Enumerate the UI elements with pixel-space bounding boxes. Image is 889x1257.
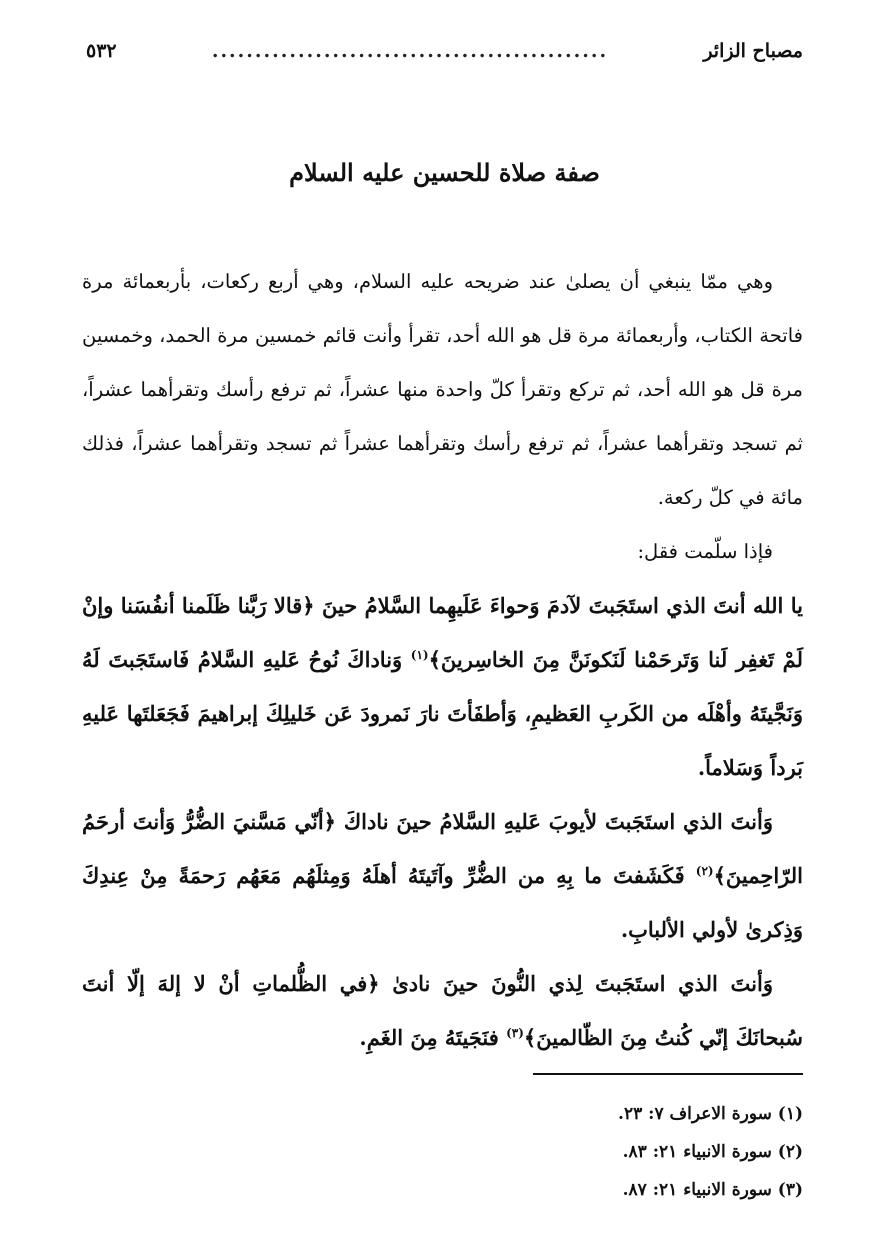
quran-quote: ﴿في الظُّلماتِ أنْ لا إلهَ إلّا أنتَ سُبحانَكَ إنّي كُنتُ مِنَ الظّالمينَ﴾ [82,971,803,1050]
body-text [82,255,803,1065]
footnote-1: (١) سورة الاعراف ٧: ٢٣. [618,1104,803,1124]
supplication-text: يا الله أنتَ الذي استَجَبتَ لآدمَ وَحواءَ عَلَيهِما السَّلامُ حينَ [321,593,803,618]
supplication-text: وَناداكَ نُوحُ عَليهِ السَّلامُ فَاستَجَبتَ لَهُ وَنَجَّيتَهُ وأهْلَه من الكَربِ العَظيمِ، وَأطفَأتَ نارَ نَمرودَ عَن خَليلِكَ إبراهيمَ فَجَعَلتَها عَليهِ بَرداً وَسَلاماً. [82,647,803,780]
footnote-ref: (٣) [506,1026,524,1040]
footnote-ref: (١) [410,648,429,662]
book-title: مصباح الزائر [703,40,803,62]
paragraph-supplication-ayyub [82,795,803,957]
running-header [86,34,803,68]
paragraph-after-salam: فإذا سلّمت فقل: [637,540,773,563]
footnote-3: (٣) سورة الانبياء ٢١: ٨٧. [622,1180,803,1200]
paragraph-supplication-yunus [82,957,803,1065]
quran-quote: ﴿أنّي مَسَّنيَ الضُّرُّ وَأنتَ أرحَمُ الرّاحِمينَ﴾ [82,809,803,888]
supplication-text: وَأنتَ الذي استَجَبتَ لأيوبَ عَليهِ السَّلامُ حينَ ناداكَ [343,809,773,834]
page-number: ٥٣٢ [86,40,117,62]
supplication-text: فَكَشَفتَ ما بِهِ من الضُّرِّ وآتَيتَهُ أهلَهُ وَمِثلَهُم مَعَهُم رَحمَةً مِنْ عِندِكَ وَذِكرىٰ لأولي الألبابِ. [82,863,803,942]
quran-quote: ﴿قالا رَبَّنا ظَلَمنا أنفُسَنا وإنْ لَمْ تَغفِر لَنا وَتَرحَمْنا لَنَكونَنَّ مِنَ الخاسِرينَ﴾ [82,593,803,672]
footnote-divider [533,1073,803,1075]
supplication-text: وَأنتَ الذي استَجَبتَ لِذي النُّونَ حينَ نادىٰ [392,971,773,996]
chapter-title: صفة صلاة للحسين عليه السلام [289,158,600,187]
footnotes [86,1095,803,1209]
supplication-text: فنَجَيتَهُ مِنَ الغَمِ. [359,1025,499,1050]
footnote-2: (٢) سورة الانبياء ٢١: ٨٣. [622,1142,803,1162]
footnote-ref: (٢) [695,864,714,878]
header-leader-dots: .............................................. [211,40,609,62]
paragraph-intro: وهي ممّا ينبغي أن يصلىٰ عند ضريحه عليه السلام، وهي أربع ركعات، بأربعمائة مرة فاتحة الكتاب، وأربعمائة مرة قل هو الله أحد، تقرأ وأنت قائم خمسين مرة الحمد، وخمسين مرة قل هو الله أحد، ثم تركع وتقرأ كلّ واحدة منها عشراً، ثم ترفع رأسك وتقرأهما عشراً، ثم تسجد وتقرأهما عشراً، ثم ترفع رأسك وتقرأهما عشراً ثم تسجد وتقرأهما عشراً، فذلك مائة في كلّ ركعة. [82,270,803,509]
paragraph-supplication-adam [82,579,803,795]
